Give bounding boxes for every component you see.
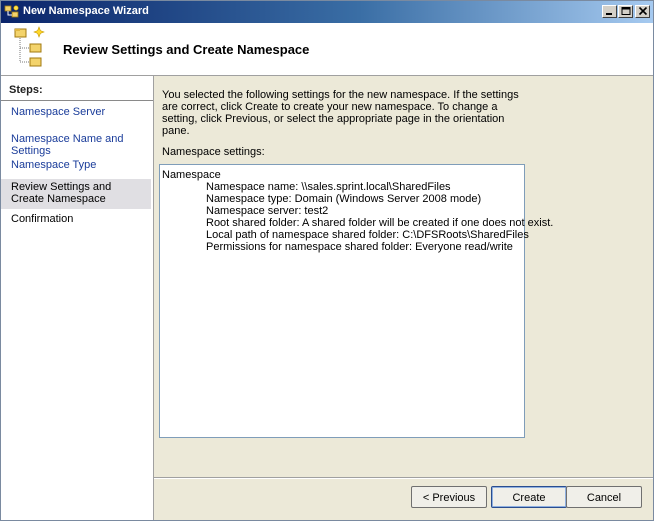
step-confirmation: Confirmation xyxy=(11,213,74,225)
window-title: New Namespace Wizard xyxy=(23,5,149,17)
setting-root-shared-folder: Root shared folder: A shared folder will be created if one does not exist. xyxy=(206,217,554,229)
settings-textbox[interactable] xyxy=(159,164,554,438)
previous-button[interactable]: < Previous xyxy=(411,486,487,508)
maximize-icon xyxy=(621,7,631,16)
settings-heading: Namespace xyxy=(162,169,221,181)
intro-text: You selected the following settings for the new namespace. If the settings are correct, click Create to create your new namespace. To change a setting, click Previous, or select the appropriate page in the orientation pane. xyxy=(162,89,519,137)
namespace-tree-icon xyxy=(13,26,49,70)
minimize-button[interactable] xyxy=(602,5,617,18)
setting-permissions: Permissions for namespace shared folder: Everyone read/write xyxy=(206,241,513,253)
setting-namespace-server: Namespace server: test2 xyxy=(206,205,329,217)
wizard-header xyxy=(1,23,653,75)
setting-namespace-type: Namespace type: Domain (Windows Server 2008 mode) xyxy=(206,193,482,205)
step-review-settings: Review Settings and Create Namespace xyxy=(1,179,151,209)
setting-namespace-name: Namespace name: \\sales.sprint.local\SharedFiles xyxy=(206,181,451,193)
cancel-button[interactable]: Cancel xyxy=(566,486,642,508)
namespace-wizard-icon xyxy=(4,4,20,20)
step-namespace-type[interactable]: Namespace Type xyxy=(11,159,97,171)
title-bar[interactable] xyxy=(1,1,653,23)
step-namespace-server[interactable]: Namespace Server xyxy=(11,106,106,118)
create-button[interactable]: Create xyxy=(491,486,567,508)
maximize-button[interactable] xyxy=(618,5,633,18)
settings-label: Namespace settings: xyxy=(162,146,265,158)
steps-heading: Steps: xyxy=(9,84,43,96)
close-button[interactable] xyxy=(635,5,650,18)
content-pane xyxy=(154,76,653,520)
minimize-icon xyxy=(605,7,615,16)
steps-divider xyxy=(1,100,153,101)
page-title: Review Settings and Create Namespace xyxy=(63,42,310,57)
steps-pane xyxy=(1,76,154,520)
setting-local-path: Local path of namespace shared folder: C:\DFSRoots\SharedFiles xyxy=(206,229,529,241)
step-namespace-name-and-settings[interactable]: Namespace Name and Settings xyxy=(11,133,124,157)
close-icon xyxy=(638,7,648,16)
footer-divider-highlight xyxy=(154,478,653,479)
